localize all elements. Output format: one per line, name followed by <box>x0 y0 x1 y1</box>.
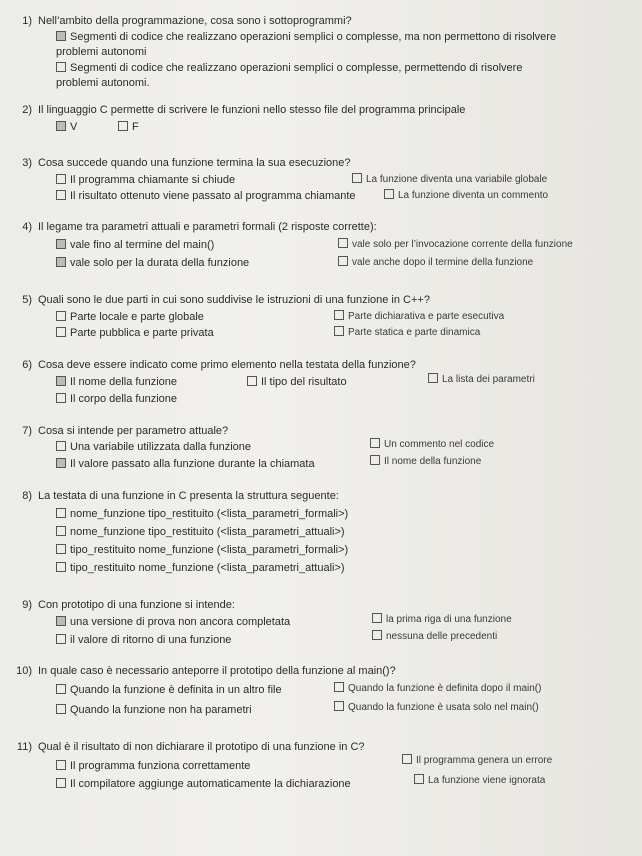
option-checkbox[interactable]: Il risultato ottenuto viene passato al programma chiamante <box>56 189 356 203</box>
option-checkbox[interactable]: La funzione diventa una variabile globale <box>352 173 547 187</box>
question-5 <box>10 293 634 307</box>
question-number: 9) <box>22 599 32 611</box>
checkbox-icon[interactable] <box>372 630 382 640</box>
option-checkbox[interactable]: nome_funzione tipo_restituito (<lista_parametri_formali>) <box>56 507 348 521</box>
option-checkbox[interactable]: Quando la funzione è definita dopo il main() <box>334 682 541 696</box>
checkbox-icon[interactable] <box>56 544 66 554</box>
checkbox-icon[interactable] <box>56 508 66 518</box>
checkbox-icon[interactable] <box>56 704 66 714</box>
option-checkbox[interactable]: V <box>56 120 77 134</box>
option-checkbox[interactable]: La funzione viene ignorata <box>414 774 545 788</box>
option-checkbox[interactable]: Il compilatore aggiunge automaticamente la dichiarazione <box>56 777 351 791</box>
option-checkbox[interactable]: Il programma genera un errore <box>402 754 552 768</box>
question-text: Cosa deve essere indicato come primo elemento nella testata della funzione? <box>38 359 416 371</box>
option-checkbox[interactable]: vale solo per l’invocazione corrente della funzione <box>338 238 573 252</box>
checkbox-icon[interactable] <box>56 121 66 131</box>
checkbox-icon[interactable] <box>56 257 66 267</box>
option-checkbox[interactable]: vale fino al termine del main() <box>56 238 214 252</box>
question-number: 11) <box>16 741 32 753</box>
question-number: 4) <box>22 221 32 233</box>
checkbox-icon[interactable] <box>56 376 66 386</box>
checkbox-icon[interactable] <box>352 173 362 183</box>
option-checkbox[interactable]: F <box>118 120 139 134</box>
question-number: 10) <box>16 665 32 677</box>
option-checkbox[interactable]: tipo_restituito nome_funzione (<lista_parametri_attuali>) <box>56 561 345 575</box>
question-text: Con prototipo di una funzione si intende: <box>38 599 235 611</box>
option-checkbox[interactable]: Parte dichiarativa e parte esecutiva <box>334 310 504 324</box>
question-number: 1) <box>22 15 32 27</box>
checkbox-icon[interactable] <box>334 701 344 711</box>
option-checkbox[interactable]: vale solo per la durata della funzione <box>56 256 249 270</box>
question-text: Qual è il risultato di non dichiarare il prototipo di una funzione in C? <box>38 741 365 753</box>
option-checkbox[interactable]: Segmenti di codice che realizzano operazioni semplici o complesse, permettendo di risolvere <box>56 61 522 75</box>
option-checkbox[interactable]: Quando la funzione non ha parametri <box>56 703 252 717</box>
question-4 <box>10 220 634 234</box>
checkbox-icon[interactable] <box>384 189 394 199</box>
question-number: 2) <box>22 104 32 116</box>
option-checkbox[interactable]: La lista dei parametri <box>428 373 535 387</box>
question-9 <box>10 598 634 612</box>
checkbox-icon[interactable] <box>56 760 66 770</box>
checkbox-icon[interactable] <box>338 256 348 266</box>
question-10 <box>10 664 634 678</box>
option-checkbox[interactable]: La funzione diventa un commento <box>384 189 548 203</box>
option-checkbox[interactable]: Quando la funzione è definita in un altro file <box>56 683 282 697</box>
question-text: La testata di una funzione in C presenta la struttura seguente: <box>38 490 339 502</box>
question-3 <box>10 156 634 170</box>
checkbox-icon[interactable] <box>414 774 424 784</box>
question-11 <box>10 740 634 754</box>
checkbox-icon[interactable] <box>56 634 66 644</box>
option-checkbox[interactable]: Il valore passato alla funzione durante la chiamata <box>56 457 315 471</box>
checkbox-icon[interactable] <box>334 682 344 692</box>
option-checkbox[interactable]: Parte pubblica e parte privata <box>56 326 214 340</box>
option-continuation: problemi autonomi. <box>56 77 150 89</box>
checkbox-icon[interactable] <box>56 190 66 200</box>
question-text: Nell’ambito della programmazione, cosa sono i sottoprogrammi? <box>38 15 352 27</box>
question-text: Cosa succede quando una funzione termina la sua esecuzione? <box>38 157 351 169</box>
question-1 <box>10 14 634 28</box>
option-checkbox[interactable]: la prima riga di una funzione <box>372 613 512 627</box>
option-continuation: problemi autonomi <box>56 46 147 58</box>
option-checkbox[interactable]: nessuna delle precedenti <box>372 630 497 644</box>
checkbox-icon[interactable] <box>56 239 66 249</box>
checkbox-icon[interactable] <box>247 376 257 386</box>
question-number: 8) <box>22 490 32 502</box>
question-text: In quale caso è necessario anteporre il prototipo della funzione al main()? <box>38 665 396 677</box>
question-text: Cosa si intende per parametro attuale? <box>38 425 229 437</box>
option-checkbox[interactable]: Il programma chiamante si chiude <box>56 173 235 187</box>
question-text: Quali sono le due parti in cui sono suddivise le istruzioni di una funzione in C++? <box>38 294 430 306</box>
option-checkbox[interactable]: una versione di prova non ancora completata <box>56 615 290 629</box>
question-number: 5) <box>22 294 32 306</box>
checkbox-icon[interactable] <box>56 778 66 788</box>
question-8 <box>10 489 634 503</box>
checkbox-icon[interactable] <box>338 238 348 248</box>
checkbox-icon[interactable] <box>402 754 412 764</box>
option-checkbox[interactable]: tipo_restituito nome_funzione (<lista_parametri_formali>) <box>56 543 348 557</box>
checkbox-icon[interactable] <box>56 311 66 321</box>
checkbox-icon[interactable] <box>370 438 380 448</box>
option-checkbox[interactable]: Un commento nel codice <box>370 438 494 452</box>
option-checkbox[interactable]: Una variabile utilizzata dalla funzione <box>56 440 251 454</box>
question-number: 6) <box>22 359 32 371</box>
checkbox-icon[interactable] <box>56 31 66 41</box>
checkbox-icon[interactable] <box>334 326 344 336</box>
checkbox-icon[interactable] <box>56 562 66 572</box>
option-checkbox[interactable]: Parte statica e parte dinamica <box>334 326 480 340</box>
checkbox-icon[interactable] <box>56 458 66 468</box>
question-number: 3) <box>22 157 32 169</box>
question-text: Il linguaggio C permette di scrivere le funzioni nello stesso file del programma principale <box>38 104 466 116</box>
question-7 <box>10 424 634 438</box>
checkbox-icon[interactable] <box>334 310 344 320</box>
checkbox-icon[interactable] <box>370 455 380 465</box>
checkbox-icon[interactable] <box>56 526 66 536</box>
checkbox-icon[interactable] <box>56 616 66 626</box>
checkbox-icon[interactable] <box>56 62 66 72</box>
option-checkbox[interactable]: vale anche dopo il termine della funzione <box>338 256 533 270</box>
question-text: Il legame tra parametri attuali e parametri formali (2 risposte corrette): <box>38 221 377 233</box>
checkbox-icon[interactable] <box>56 393 66 403</box>
checkbox-icon[interactable] <box>56 327 66 337</box>
checkbox-icon[interactable] <box>428 373 438 383</box>
option-checkbox[interactable]: il valore di ritorno di una funzione <box>56 633 231 647</box>
option-checkbox[interactable]: Il corpo della funzione <box>56 392 177 406</box>
option-checkbox[interactable]: Il nome della funzione <box>56 375 177 389</box>
option-checkbox[interactable]: Parte locale e parte globale <box>56 310 204 324</box>
checkbox-icon[interactable] <box>56 441 66 451</box>
question-number: 7) <box>22 425 32 437</box>
question-6 <box>10 358 634 372</box>
question-2 <box>10 103 634 117</box>
option-checkbox[interactable]: Segmenti di codice che realizzano operazioni semplici o complesse, ma non permettono di risolvere <box>56 30 556 44</box>
option-checkbox[interactable]: Il tipo del risultato <box>247 375 347 389</box>
checkbox-icon[interactable] <box>56 174 66 184</box>
checkbox-icon[interactable] <box>118 121 128 131</box>
checkbox-icon[interactable] <box>372 613 382 623</box>
option-checkbox[interactable]: nome_funzione tipo_restituito (<lista_parametri_attuali>) <box>56 525 345 539</box>
checkbox-icon[interactable] <box>56 684 66 694</box>
option-checkbox[interactable]: Quando la funzione è usata solo nel main() <box>334 701 539 715</box>
option-checkbox[interactable]: Il programma funziona correttamente <box>56 759 250 773</box>
option-checkbox[interactable]: Il nome della funzione <box>370 455 481 469</box>
